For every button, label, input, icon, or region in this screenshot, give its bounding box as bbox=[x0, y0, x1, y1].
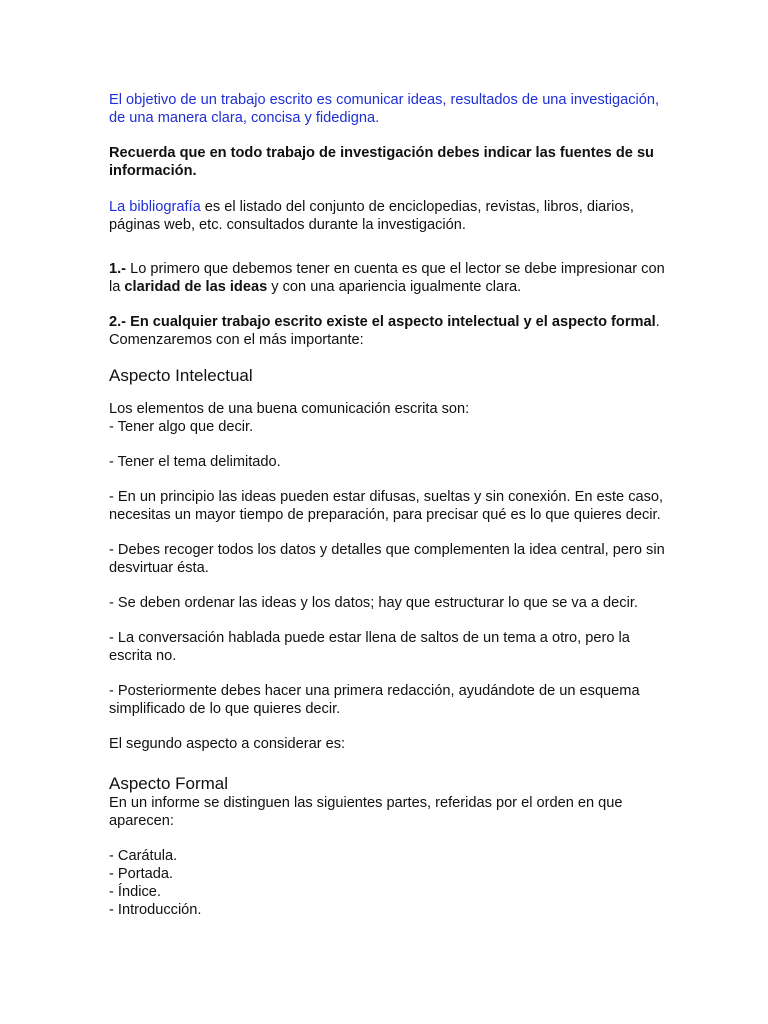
intellectual-item-1: - Tener algo que decir. bbox=[109, 419, 254, 435]
bibliography-paragraph bbox=[109, 198, 669, 234]
formal-item-3: - Índice. bbox=[109, 884, 161, 900]
point-2-text: . Comenzaremos con el más importante: bbox=[109, 314, 660, 348]
intellectual-item-2: - Tener el tema delimitado. bbox=[109, 454, 281, 470]
intellectual-item-6: - La conversación hablada puede estar llena de saltos de un tema a otro, pero la escrita no. bbox=[109, 630, 630, 664]
intellectual-item-5: - Se deben ordenar las ideas y los datos; hay que estructurar lo que se va a decir. bbox=[109, 595, 638, 611]
bibliography-term: La bibliografía bbox=[109, 199, 201, 215]
formal-item-4: - Introducción. bbox=[109, 902, 202, 918]
point-1-text-b: y con una apariencia igualmente clara. bbox=[267, 279, 522, 295]
objective-paragraph: El objetivo de un trabajo escrito es comunicar ideas, resultados de una investigación, de una manera clara, concisa y fidedigna. bbox=[109, 92, 660, 126]
point-1-paragraph bbox=[109, 260, 669, 296]
intellectual-lead: Los elementos de una buena comunicación escrita son: bbox=[109, 401, 470, 417]
point-1-text-a: Lo primero que debemos tener en cuenta es que el lector se debe impresionar con la bbox=[109, 261, 665, 295]
point-1-bold: claridad de las ideas bbox=[124, 279, 268, 295]
formal-lead: En un informe se distinguen las siguientes partes, referidas por el orden en que aparecen: bbox=[109, 795, 623, 829]
intellectual-item-3: - En un principio las ideas pueden estar difusas, sueltas y sin conexión. En este caso, necesitas un mayor tiempo de preparación, para precisar qué es lo que quieres decir. bbox=[109, 489, 664, 523]
formal-heading: Aspecto Formal bbox=[109, 774, 229, 793]
document-page bbox=[109, 91, 669, 919]
remember-text: Recuerda que en todo trabajo de investigación debes indicar las fuentes de su información. bbox=[109, 145, 654, 179]
point-1-number: 1.- bbox=[109, 261, 127, 277]
formal-item-2: - Portada. bbox=[109, 866, 174, 882]
point-2-bold: 2.- En cualquier trabajo escrito existe el aspecto intelectual y el aspecto formal bbox=[109, 314, 656, 330]
point-2-paragraph bbox=[109, 313, 669, 349]
formal-item-1: - Carátula. bbox=[109, 848, 178, 864]
intellectual-heading: Aspecto Intelectual bbox=[109, 366, 253, 385]
bibliography-text: es el listado del conjunto de enciclopedias, revistas, libros, diarios, páginas web, etc. consultados durante la investigación. bbox=[109, 199, 634, 233]
intellectual-item-7: - Posteriormente debes hacer una primera redacción, ayudándote de un esquema simplificado de lo que quieres decir. bbox=[109, 683, 640, 717]
remember-paragraph bbox=[109, 144, 669, 180]
intellectual-item-4: - Debes recoger todos los datos y detalles que complementen la idea central, pero sin desvirtuar ésta. bbox=[109, 542, 665, 576]
second-aspect-text: El segundo aspecto a considerar es: bbox=[109, 736, 346, 752]
